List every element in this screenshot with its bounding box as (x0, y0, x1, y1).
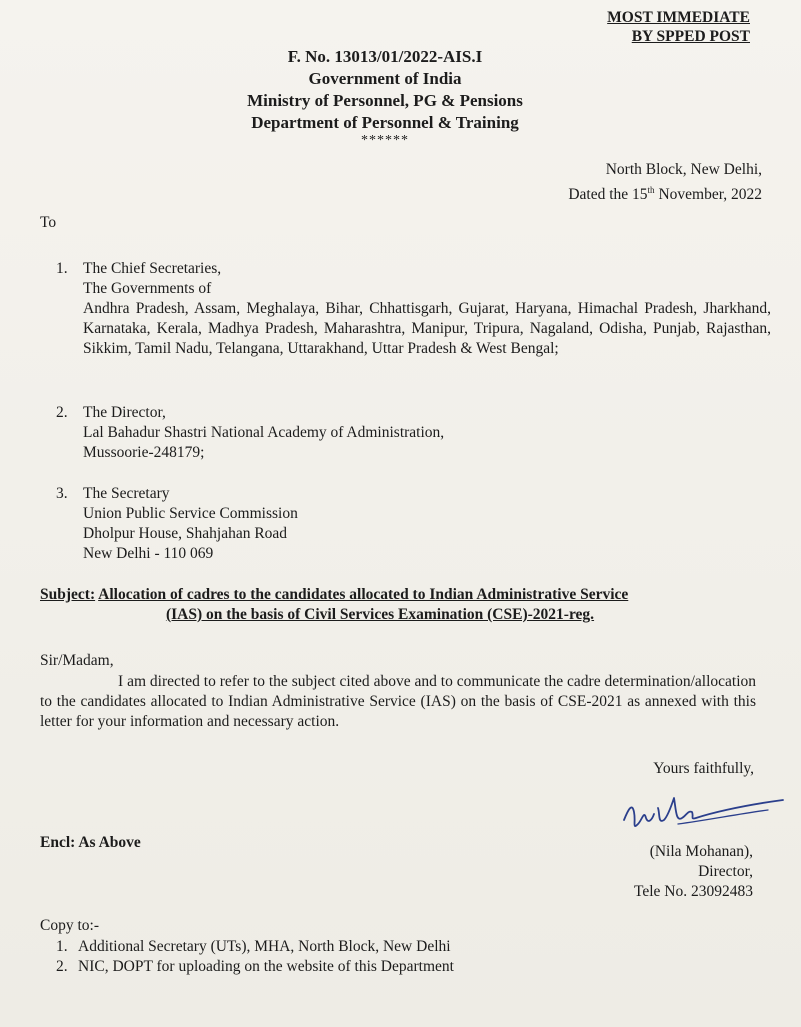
subject-block (40, 585, 760, 625)
subject-line-2: (IAS) on the basis of Civil Services Examination (CSE)-2021-reg. (165, 606, 595, 623)
addressee-number: 3. (56, 485, 68, 502)
signer-block (634, 842, 753, 902)
addressee-2 (56, 403, 771, 463)
list-item-number: 2. (56, 958, 68, 975)
priority-marking (607, 8, 750, 46)
date-suffix: November, 2022 (654, 186, 762, 204)
signature-image (618, 780, 788, 840)
list-item-text: NIC, DOPT for uploading on the website of this Department (78, 958, 454, 975)
addressee-line: The Chief Secretaries, (83, 260, 222, 277)
list-item (56, 957, 454, 977)
addressee-line: The Governments of (83, 280, 212, 297)
signer-telephone: Tele No. 23092483 (633, 883, 753, 900)
addressee-line: Dholpur House, Shahjahan Road (83, 525, 288, 542)
letter-header (150, 46, 620, 148)
addressee-states: Andhra Pradesh, Assam, Meghalaya, Bihar, Chhattisgarh, Gujarat, Haryana, Himachal Pradesh, Jharkhand, Karnataka, Kerala, Madhya Pradesh, Maharashtra, Manipur, Tripura, Nagaland, Odisha, Punjab, Rajasthan, Sikkim, Tamil Nadu, Telangana, Uttarakhand, Uttar Pradesh & West Bengal; (83, 300, 771, 357)
place: North Block, New Delhi, (605, 161, 762, 178)
addressee-line: Union Public Service Commission (83, 505, 298, 522)
addressee-3 (56, 484, 771, 564)
government-name: Government of India (308, 69, 462, 88)
subject-label: Subject: (40, 586, 96, 603)
list-item-number: 1. (56, 938, 68, 955)
addressee-line: Mussoorie-248179; (83, 444, 205, 461)
addressee-line: Lal Bahadur Shastri National Academy of Administration, (83, 424, 445, 441)
list-item-text: Additional Secretary (UTs), MHA, North Block, New Delhi (78, 938, 451, 955)
salutation: Sir/Madam, (40, 652, 114, 669)
file-number: F. No. 13013/01/2022-AIS.I (287, 47, 483, 66)
enclosure-note: Encl: As Above (40, 834, 141, 851)
place-and-date (568, 160, 762, 205)
date (568, 180, 762, 205)
header-stars: ****** (361, 133, 409, 148)
department-name: Department of Personnel & Training (251, 113, 519, 132)
copy-to-heading: Copy to:- (40, 917, 99, 934)
priority-line-2: BY SPPED POST (631, 28, 750, 45)
date-prefix: Dated the 15 (568, 186, 648, 204)
priority-line-1: MOST IMMEDIATE (607, 9, 750, 26)
addressee-number: 1. (56, 260, 68, 277)
addressee-line: The Director, (83, 404, 166, 421)
signature-stroke (624, 798, 783, 826)
closing: Yours faithfully, (653, 760, 754, 777)
subject-line-1: Allocation of cadres to the candidates allocated to Indian Administrative Service (98, 586, 629, 603)
addressee-line: The Secretary (83, 485, 170, 502)
signer-name: (Nila Mohanan), (649, 843, 753, 860)
ministry-name: Ministry of Personnel, PG & Pensions (247, 91, 523, 110)
body-paragraph: I am directed to refer to the subject cited above and to communicate the cadre determination/allocation to the candidates allocated to Indian Administrative Service (IAS) on the basis of CSE-2021 as annexed with this letter for your information and necessary action. (40, 673, 756, 730)
copy-to-list (56, 937, 454, 977)
addressee-1 (56, 259, 771, 359)
signer-designation: Director, (698, 863, 753, 880)
list-item (56, 937, 454, 957)
addressee-number: 2. (56, 404, 68, 421)
to-label: To (40, 214, 57, 231)
addressee-line: New Delhi - 110 069 (83, 545, 214, 562)
date-ordinal: th (647, 185, 655, 195)
